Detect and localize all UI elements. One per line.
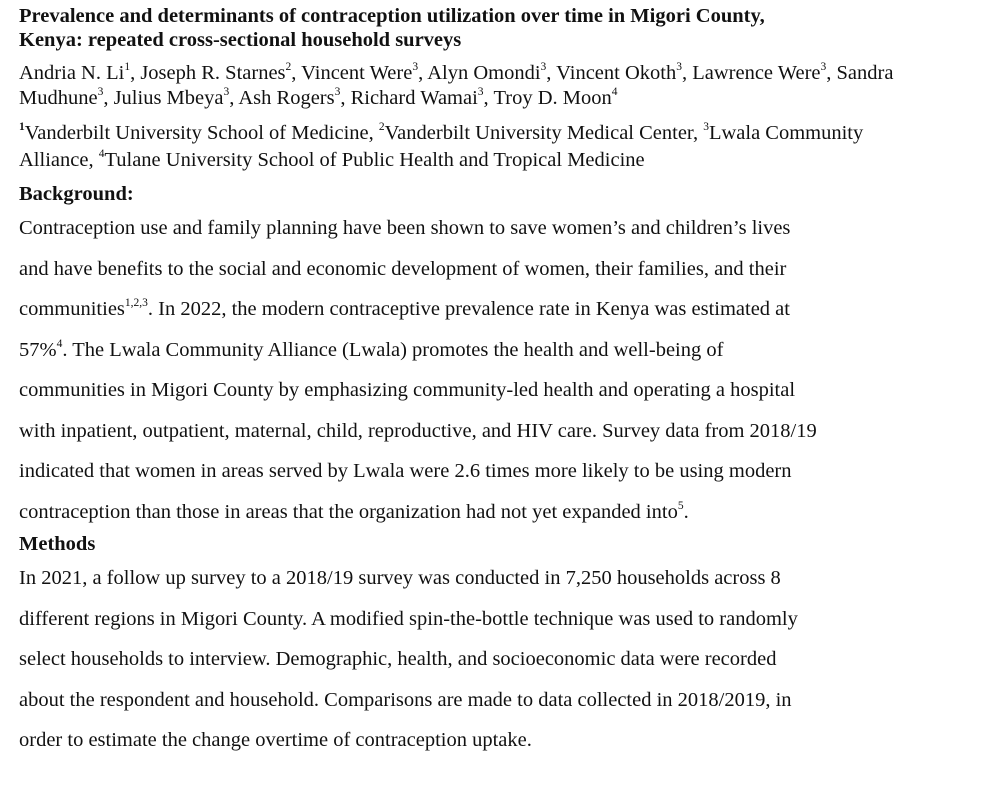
citation: 1,2,3 [124,297,148,310]
text-line: 57%$^4$. The Lwala Community Alliance (Lwala) promotes the health and well-being of [19,337,724,361]
text-line: select households to interview. Demographic, health, and socioeconomic data were recorded [19,648,777,670]
citation: 4 [56,337,63,350]
affiliation: $^3$Lwala Community Alliance [19,121,864,171]
author: Andria N. Li$^1$ [19,61,131,84]
affiliation-list: $^1$Vanderbilt University School of Medicine, $^2$Vanderbilt University Medical Center, $^3$Lwala Community Alliance, $^4$Tulane University School of Public Health and Tropical Medicine [19,121,864,171]
author-list: Andria N. Li$^1$, Joseph R. Starnes$^2$, Vincent Were$^3$, Alyn Omondi$^3$, Vincent Okoth$^3$, Lawrence Were$^3$, Sandra Mudhune$^3$, Julius Mbeya$^3$, Ash Rogers$^3$, Richard Wamai$^3$, Troy D. Moon$^4$ [19,61,894,109]
author: Lawrence Were$^3$ [692,61,827,84]
title-line: Kenya: repeated cross-sectional household surveys [19,29,462,51]
text-line: about the respondent and household. Comparisons are made to data collected in 2018/2019, in [19,688,792,711]
text-line: and have benefits to the social and economic development of women, their families, and their [19,257,787,280]
citation: 5 [677,499,684,512]
author: Ash Rogers$^3$ [238,86,341,109]
text-line: contraception than those in areas that the organization had not yet expanded into$^5$. [19,499,689,523]
methods-heading: Methods [19,533,96,555]
author: Joseph R. Starnes$^2$ [140,61,292,84]
title-line: Prevalence and determinants of contraception utilization over time in Migori County, [19,5,765,27]
text-line: different regions in Migori County. A modified spin-the-bottle technique was used to randomly [19,607,798,630]
text-line: Contraception use and family planning have been shown to save women’s and children’s lives [19,217,791,239]
methods-paragraph [19,558,949,761]
text-line: communities$^{1,2,3}$. In 2022, the modern contraceptive prevalence rate in Kenya was estimated at [19,297,790,320]
text-line: In 2021, a follow up survey to a 2018/19 survey was conducted in 7,250 households across 8 [19,567,781,589]
text-line: communities in Migori County by emphasizing community-led health and operating a hospital [19,379,796,401]
author: Alyn Omondi$^3$ [427,61,547,84]
author: Sandra Mudhune$^3$ [19,62,894,109]
text-line: order to estimate the change overtime of contraception uptake. [19,729,532,751]
text-line: with inpatient, outpatient, maternal, child, reproductive, and HIV care. Survey data from 2018/19 [19,419,817,442]
author: Vincent Okoth$^3$ [556,61,682,84]
document-page [0,4,987,761]
author: Richard Wamai$^3$ [350,86,484,109]
background-heading: Background: [19,183,134,205]
affiliation: $^2$Vanderbilt University Medical Center [378,121,693,144]
paper-title [19,4,919,52]
author: Troy D. Moon$^4$ [493,86,618,109]
text-line: indicated that women in areas served by Lwala were 2.6 times more likely to be using modern [19,460,792,482]
author: Vincent Were$^3$ [301,61,419,84]
affiliation: $^4$Tulane University School of Public Health and Tropical Medicine [98,148,645,171]
background-paragraph [19,208,949,532]
author: Julius Mbeya$^3$ [113,86,230,109]
affiliation: $^1$Vanderbilt University School of Medicine [19,121,369,144]
